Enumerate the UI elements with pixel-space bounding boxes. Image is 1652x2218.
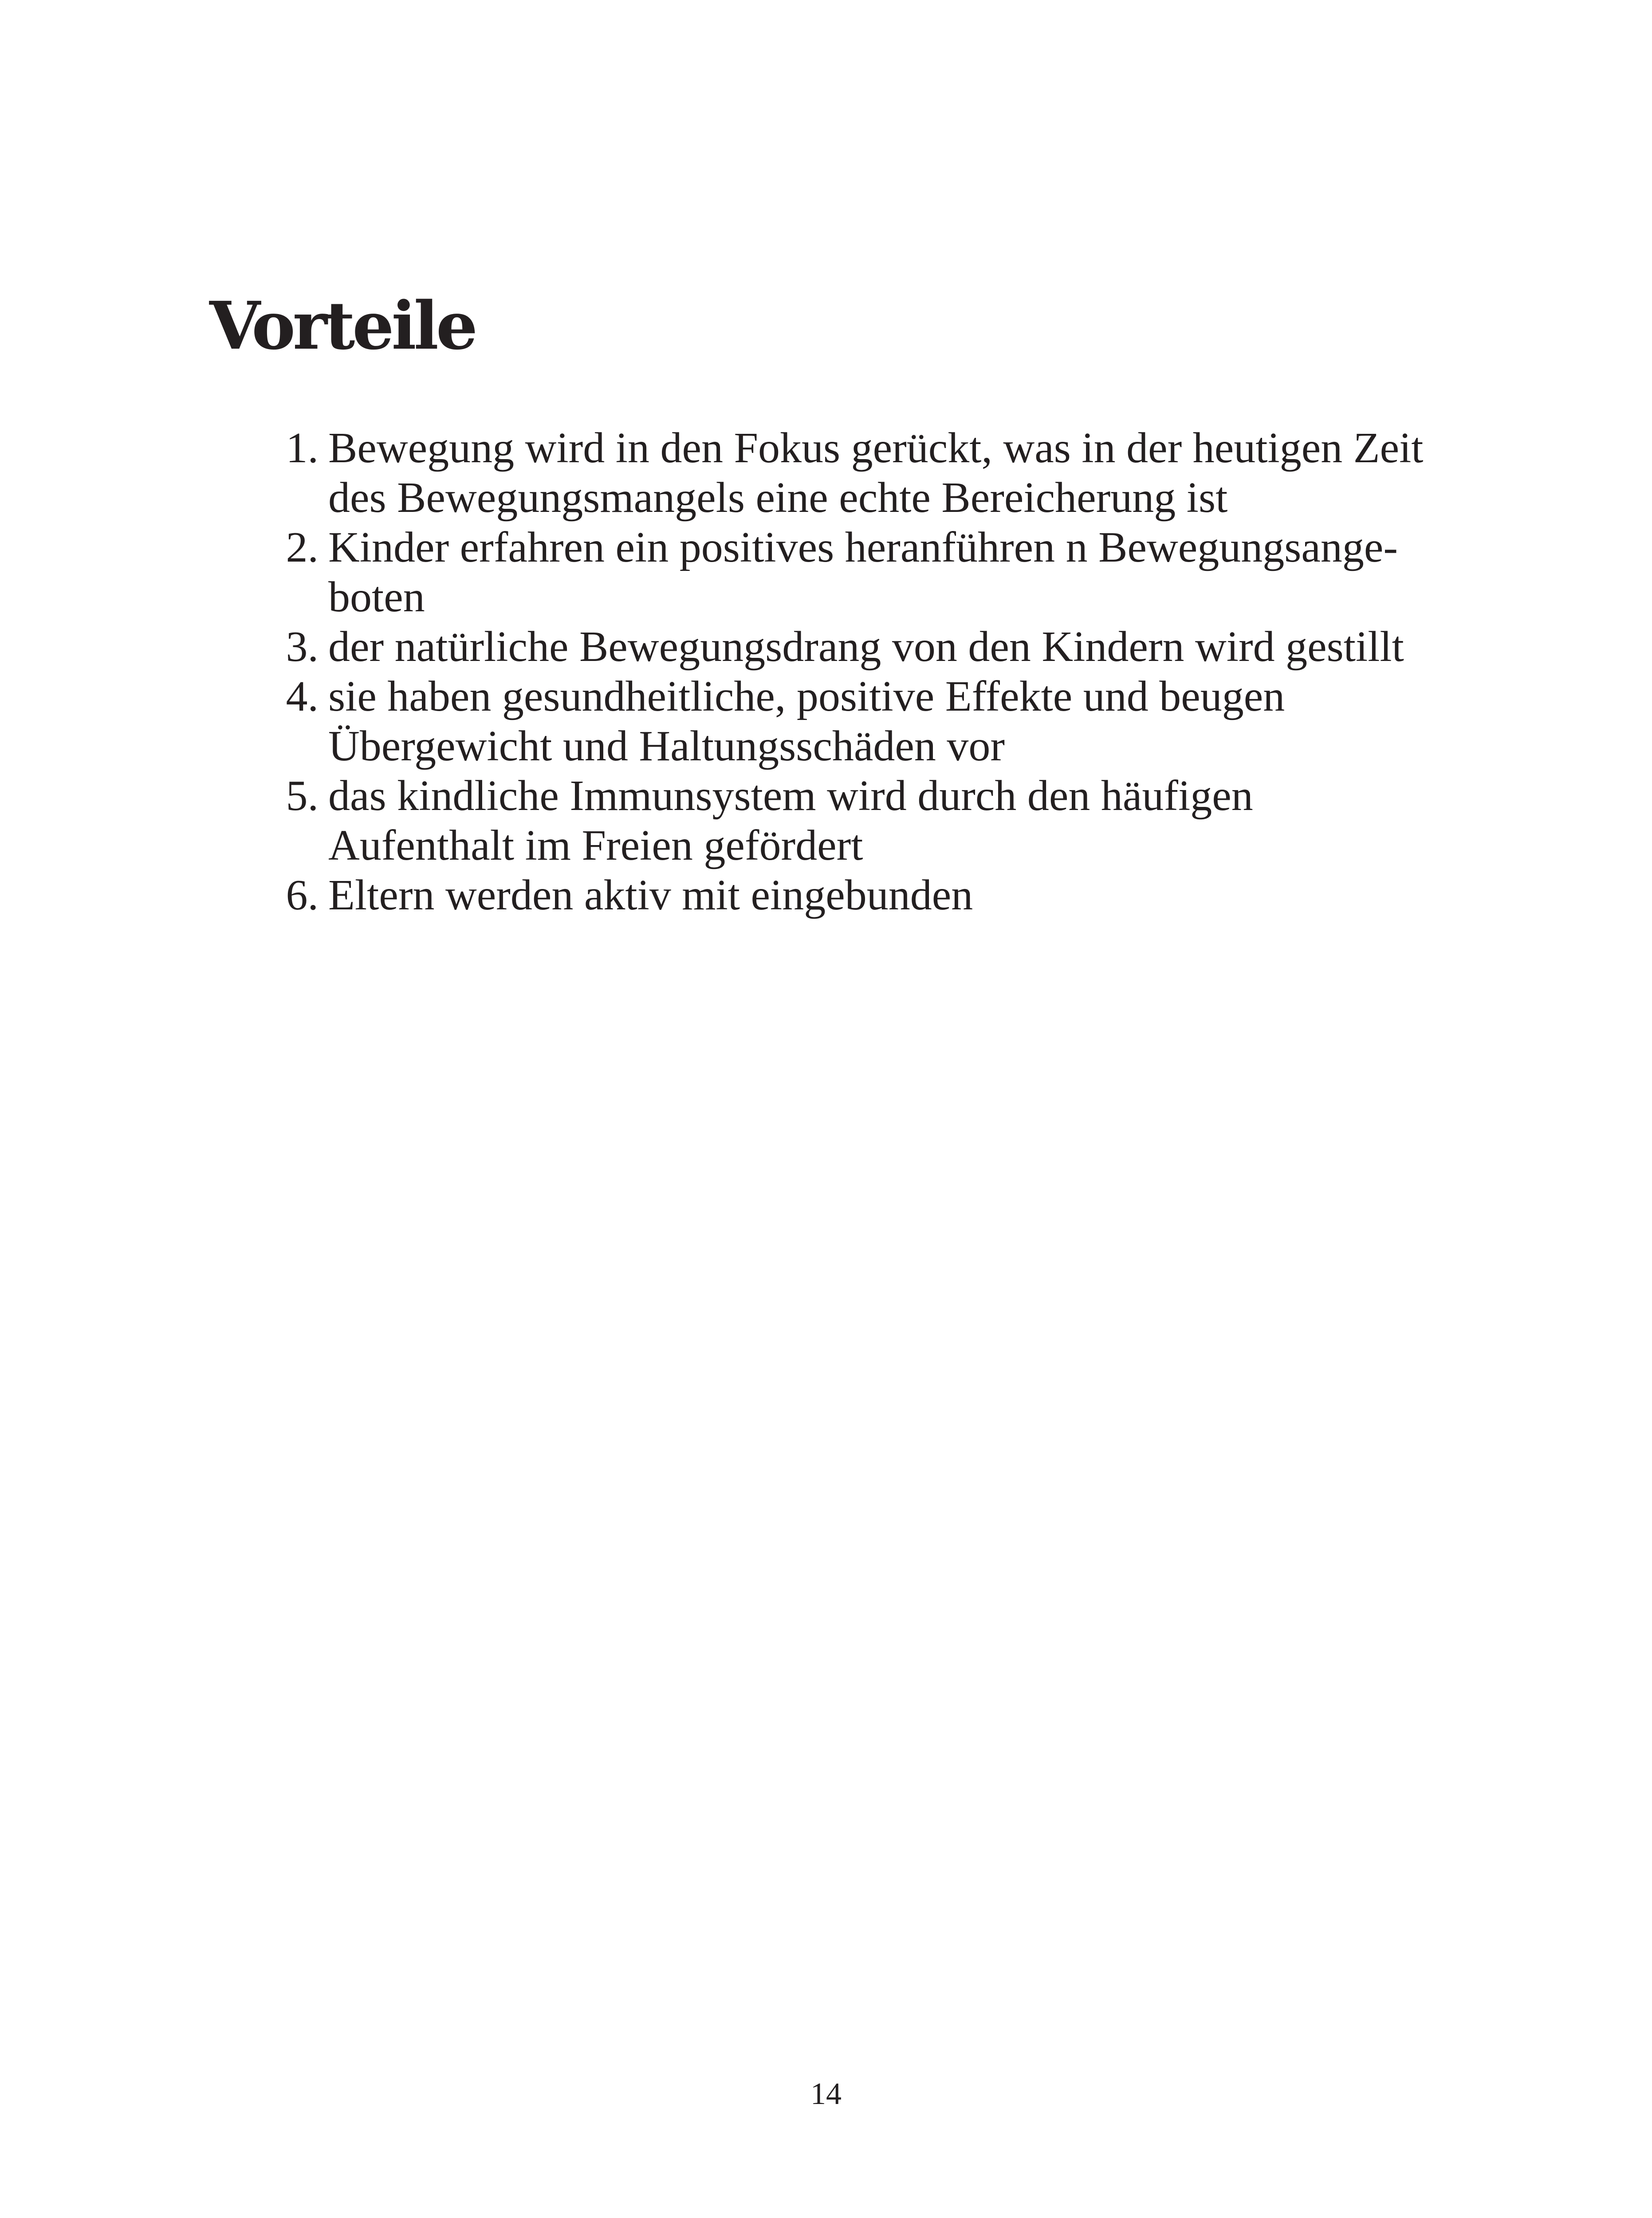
advantages-list (266, 423, 1482, 920)
page-heading: Vorteile (209, 287, 476, 364)
list-item-line: das kindliche Immunsystem wird durch den häufigen (328, 772, 1253, 820)
list-item-number: 3. (286, 623, 319, 671)
list-item-number: 1. (286, 424, 319, 472)
list-item-line: der natürliche Bewegungsdrang von den Kindern wird gestillt (328, 623, 1404, 671)
list-item-number: 4. (286, 672, 319, 720)
list-item-text (328, 771, 1482, 870)
list-item-line: Aufenthalt im Freien gefördert (328, 822, 863, 869)
page-number: 14 (810, 2077, 842, 2111)
list-item-line: des Bewegungsmangels eine echte Bereicherung ist (328, 474, 1228, 522)
list-item-text (328, 870, 1482, 920)
list-item-line: sie haben gesundheitliche, positive Effekte und beugen (328, 672, 1285, 720)
list-item-line: Übergewicht und Haltungsschäden vor (328, 722, 1005, 770)
list-item-text (328, 423, 1482, 523)
list-item-line: boten (328, 573, 425, 621)
list-item (266, 622, 1482, 672)
list-item-line: Eltern werden aktiv mit eingebunden (328, 871, 973, 919)
list-item-line: Kinder erfahren ein positives heranführen n Bewegungsange- (328, 523, 1398, 571)
list-item-number: 6. (286, 871, 319, 919)
list-item (266, 870, 1482, 920)
list-item-text (328, 622, 1482, 672)
list-item (266, 672, 1482, 771)
list-item (266, 423, 1482, 523)
list-item-text (328, 523, 1482, 622)
list-item-number: 2. (286, 523, 319, 571)
list-item (266, 523, 1482, 622)
list-item-number: 5. (286, 772, 319, 820)
list-item (266, 771, 1482, 870)
list-item-line: Bewegung wird in den Fokus gerückt, was in der heutigen Zeit (328, 424, 1424, 472)
list-item-text (328, 672, 1482, 771)
